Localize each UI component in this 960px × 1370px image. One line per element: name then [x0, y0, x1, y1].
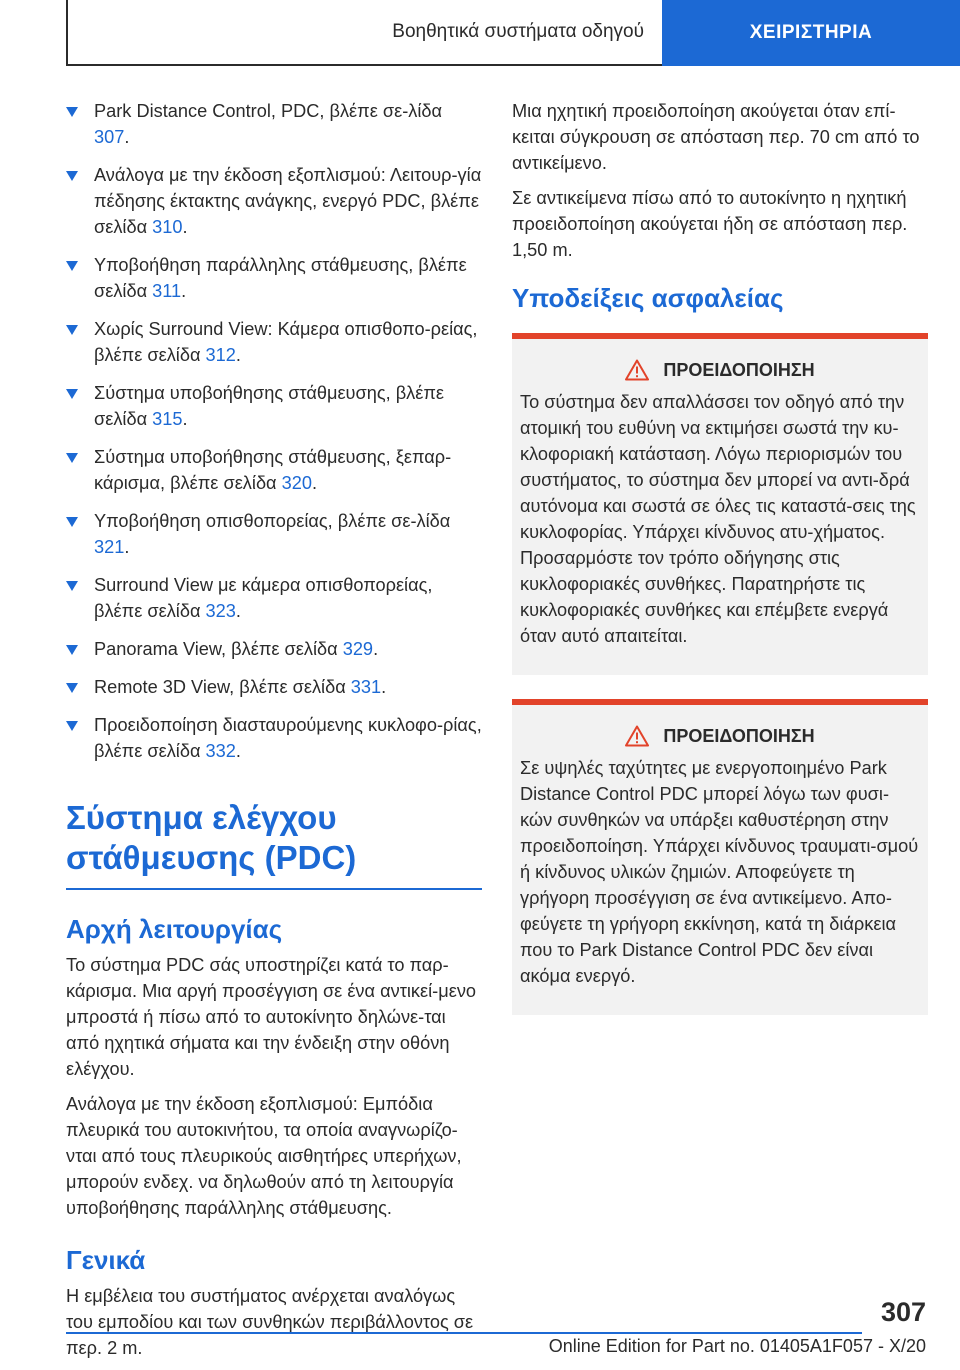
triangle-bullet-icon: [66, 261, 78, 271]
page-link[interactable]: 312: [205, 345, 236, 365]
general-paragraph-2: Μια ηχητική προειδοποίηση ακούγεται όταν επί-κειται σύγκρουση σε απόσταση περ. 70 cm από το αντικείμενο.: [512, 101, 920, 173]
list-item: Panorama View, βλέπε σελίδα 329.: [66, 636, 482, 662]
page-link[interactable]: 310: [152, 217, 183, 237]
principle-heading: Αρχή λειτουργίας: [66, 914, 283, 944]
general-paragraph-1: Η εμβέλεια του συστήματος ανέρχεται αναλόγως του εμποδίου και των συνθηκών περιβάλλοντος σε περ. 2 m.: [66, 1286, 474, 1358]
page-link[interactable]: 323: [205, 601, 236, 621]
list-item: Ανάλογα με την έκδοση εξοπλισμού: Λειτουρ-γία πέδησης έκτακτης ανάγκης, ενεργό PDC, βλέπε σελίδα 310.: [66, 162, 482, 240]
warning-triangle-icon: [625, 359, 649, 381]
list-item: Remote 3D View, βλέπε σελίδα 331.: [66, 674, 482, 700]
warning-text: Το σύστημα δεν απαλλάσσει τον οδηγό από την ατομική του ευθύνη να εκτιμήσει σωστά την κυ-κλοφοριακή κατάσταση. Λόγω περιορισμών του συστήματος, το σύστημα δεν μπορεί να αντι-δρά αυτόνομα και σωστά σε όλες τις καταστά-σεις της κυκλοφορίας. Υπάρχει κίνδυνος ατυ-χήματος. Προσαρμόστε τον τρόπο οδήγησης στις κυκλοφοριακές συνθήκες. Παρατηρήστε τις κυκλοφοριακές συνθήκες και επέμβετε ενεργά όταν αυτό απαιτείται.: [520, 392, 916, 646]
list-item: Surround View με κάμερα οπισθοπορείας, βλέπε σελίδα 323.: [66, 572, 482, 624]
page-link[interactable]: 329: [342, 639, 374, 659]
warning-triangle-icon: [625, 725, 649, 747]
general-heading: Γενικά: [66, 1245, 146, 1275]
principle-paragraph-1: Το σύστημα PDC σάς υποστηρίζει κατά το παρ-κάρισμα. Μια αργή προσέγγιση σε ένα αντικεί-μενο μπροστά ή πίσω από το αυτοκίνητο δηλώνε-ται από ηχητικά σήματα και την ένδειξη στην οθόνη ελέγχου.: [66, 955, 477, 1079]
warning-title: ΠΡΟΕΙΔΟΠΟΙΗΣΗ: [663, 725, 815, 746]
right-column: [512, 98, 928, 1039]
page-link[interactable]: 332: [205, 741, 236, 761]
triangle-bullet-icon: [66, 645, 78, 655]
section-title: Βοηθητικά συστήματα οδηγού: [66, 0, 662, 66]
triangle-bullet-icon: [66, 581, 78, 591]
triangle-bullet-icon: [66, 453, 78, 463]
warning-title: ΠΡΟΕΙΔΟΠΟΙΗΣΗ: [663, 359, 815, 380]
warning-header: [520, 359, 920, 381]
page-header: [66, 0, 960, 66]
warning-text: Σε υψηλές ταχύτητες με ενεργοποιημένο Park Distance Control PDC μπορεί λόγω των φυσι-κών συνθηκών να υπάρξει καθυστέρηση στην προειδοποίηση. Υπάρχει κίνδυνος τραυματι-σμού ή κίνδυνος υλικών ζημιών. Αποφεύγετε τη γρήγορη προσέγγιση σε ένα αντικείμενο. Απο-φεύγετε τη γρήγορη εκκίνηση, κατά τη διάρκεια που το Park Distance Control PDC δεν είναι ακόμα ενεργό.: [520, 758, 919, 986]
page-link[interactable]: 311: [152, 281, 182, 301]
triangle-bullet-icon: [66, 171, 78, 181]
footer-text: Online Edition for Part no. 01405A1F057 - X/20: [548, 1336, 926, 1356]
page-link[interactable]: 315: [152, 409, 183, 429]
footer-divider: [66, 1332, 862, 1334]
page-link[interactable]: 321: [94, 537, 125, 557]
see-also-list: [66, 98, 482, 764]
triangle-bullet-icon: [66, 325, 78, 335]
page-link[interactable]: 320: [281, 473, 312, 493]
list-item: Σύστημα υποβοήθησης στάθμευσης, βλέπε σελίδα 315.: [66, 380, 482, 432]
list-item: Υποβοήθηση οπισθοπορείας, βλέπε σε-λίδα 321.: [66, 508, 482, 560]
triangle-bullet-icon: [66, 683, 78, 693]
triangle-bullet-icon: [66, 389, 78, 399]
safety-heading: Υποδείξεις ασφαλείας: [512, 283, 784, 313]
page-number: 307: [880, 1297, 926, 1327]
list-item: Χωρίς Surround View: Κάμερα οπισθοπο-ρείας, βλέπε σελίδα 312.: [66, 316, 482, 368]
warning-box: [512, 333, 928, 675]
list-item: Προειδοποίηση διασταυρούμενης κυκλοφο-ρίας, βλέπε σελίδα 332.: [66, 712, 482, 764]
list-item: Park Distance Control, PDC, βλέπε σε-λίδα 307.: [66, 98, 482, 150]
triangle-bullet-icon: [66, 721, 78, 731]
principle-paragraph-2: Ανάλογα με την έκδοση εξοπλισμού: Εμπόδια πλευρικά του αυτοκινήτου, τα οποία αναγνωρίζο-νται από τους πλευρικούς αισθητήρες υπερήχων, μπορούν ενδεχ. να δηλωθούν από τη λειτουργία υποβοήθησης παράλληλης στάθμευσης.: [66, 1094, 462, 1218]
list-item: Σύστημα υποβοήθησης στάθμευσης, ξεπαρ-κάρισμα, βλέπε σελίδα 320.: [66, 444, 482, 496]
triangle-bullet-icon: [66, 107, 78, 117]
list-item: Υποβοήθηση παράλληλης στάθμευσης, βλέπε σελίδα 311.: [66, 252, 482, 304]
page-link[interactable]: 307: [94, 127, 125, 147]
general-paragraph-3: Σε αντικείμενα πίσω από το αυτοκίνητο η ηχητική προειδοποίηση ακούγεται ήδη σε απόσταση περ. 1,50 m.: [512, 188, 908, 260]
page-link[interactable]: 331: [350, 677, 382, 697]
main-heading: Σύστημα ελέγχου στάθμευσης (PDC): [66, 798, 482, 890]
chapter-tab[interactable]: ΧΕΙΡΙΣΤΗΡΙΑ: [662, 0, 960, 66]
warning-box: [512, 699, 928, 1015]
left-column: [66, 98, 482, 1370]
warning-header: [520, 725, 920, 747]
triangle-bullet-icon: [66, 517, 78, 527]
